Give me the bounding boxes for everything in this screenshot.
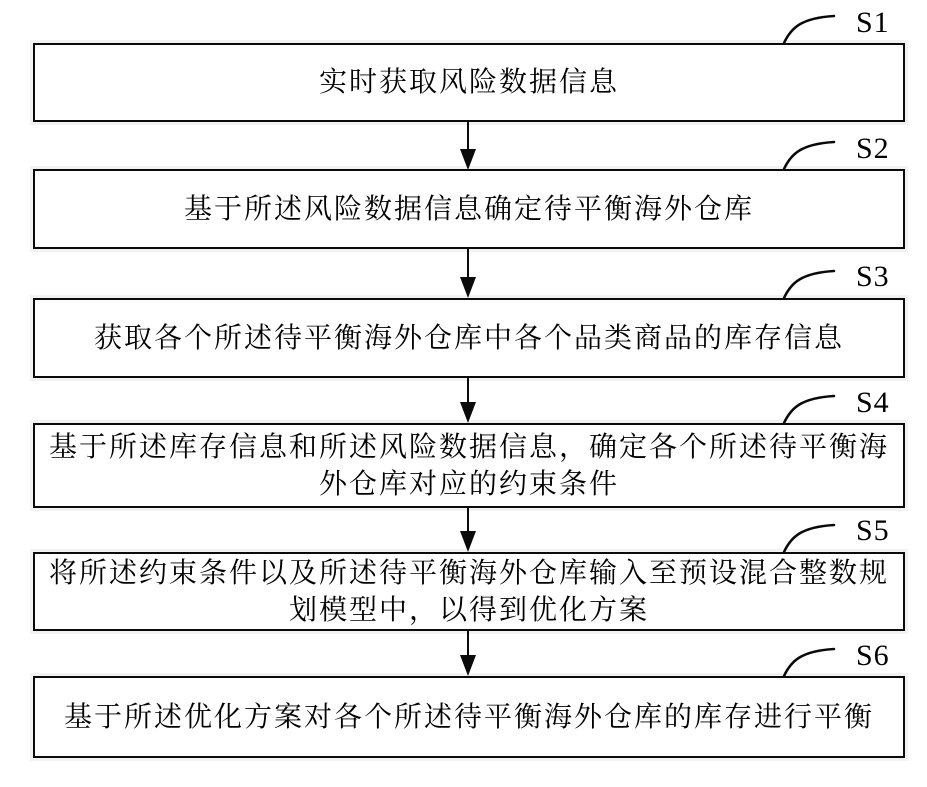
down-arrow-icon <box>467 507 469 531</box>
leader-line-s1 <box>780 11 838 45</box>
step-box-s5 <box>33 552 905 631</box>
step-text-s2: 基于所述风险数据信息确定待平衡海外仓库 <box>183 193 754 225</box>
leader-line-s3 <box>780 266 838 300</box>
leader-line-s6 <box>780 644 838 678</box>
step-box-s6 <box>33 676 905 758</box>
step-box-s3 <box>33 298 905 378</box>
step-label-s2: S2 <box>856 132 890 165</box>
leader-line-s2 <box>780 137 838 171</box>
down-arrow-icon <box>467 122 469 149</box>
down-arrow-icon <box>467 378 469 402</box>
step-text-s4: 基于所述库存信息和所述风险数据信息，确定各个所述待平衡海 外仓库对应的约束条件 <box>48 431 889 500</box>
step-box-s2 <box>33 169 905 249</box>
step-text-s1: 实时获取风险数据信息 <box>318 67 619 98</box>
step-label-s1: S1 <box>856 6 890 39</box>
down-arrow-icon <box>467 249 469 277</box>
step-text-s5: 将所述约束条件以及所述待平衡海外仓库输入至预设混合整数规 划模型中，以得到优化方案 <box>48 557 889 626</box>
step-label-s5: S5 <box>856 514 890 547</box>
leader-line-s5 <box>780 520 838 554</box>
step-label-s3: S3 <box>856 260 890 293</box>
step-label-s6: S6 <box>856 639 890 672</box>
step-label-s4: S4 <box>856 386 890 419</box>
step-text-s3: 获取各个所述待平衡海外仓库中各个品类商品的库存信息 <box>93 322 844 354</box>
down-arrow-icon <box>467 630 469 655</box>
step-text-s6: 基于所述优化方案对各个所述待平衡海外仓库的库存进行平衡 <box>63 701 874 733</box>
step-box-s4 <box>33 423 905 508</box>
step-box-s1 <box>33 43 905 122</box>
leader-line-s4 <box>780 391 838 425</box>
